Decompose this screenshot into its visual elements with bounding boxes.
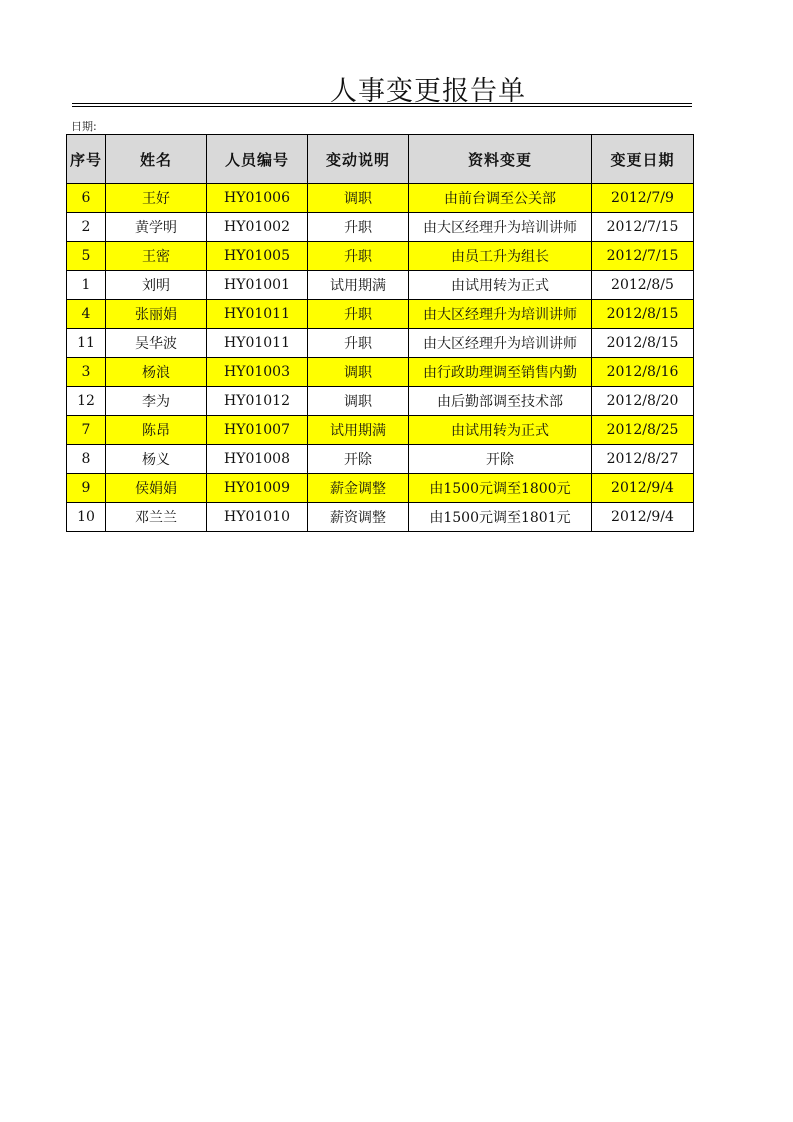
title-block (72, 72, 692, 108)
cell-name: 杨浪 (106, 358, 207, 387)
cell-date: 2012/9/4 (592, 503, 694, 532)
page-title: 人事变更报告单 (330, 76, 526, 107)
cell-date: 2012/8/15 (592, 329, 694, 358)
cell-change: 由大区经理升为培训讲师 (409, 300, 592, 329)
cell-date: 2012/8/27 (592, 445, 694, 474)
table-row (67, 416, 694, 445)
cell-name: 侯娟娟 (106, 474, 207, 503)
cell-seq: 10 (67, 503, 106, 532)
table-row (67, 184, 694, 213)
cell-id: HY01008 (207, 445, 308, 474)
cell-id: HY01007 (207, 416, 308, 445)
cell-change: 由大区经理升为培训讲师 (409, 213, 592, 242)
cell-type: 薪金调整 (308, 474, 409, 503)
cell-type: 升职 (308, 329, 409, 358)
cell-id: HY01011 (207, 329, 308, 358)
cell-type: 薪资调整 (308, 503, 409, 532)
cell-change: 由前台调至公关部 (409, 184, 592, 213)
cell-date: 2012/8/25 (592, 416, 694, 445)
cell-change: 由1500元调至1801元 (409, 503, 592, 532)
cell-date: 2012/8/16 (592, 358, 694, 387)
cell-name: 杨义 (106, 445, 207, 474)
table-row (67, 329, 694, 358)
cell-change: 由1500元调至1800元 (409, 474, 592, 503)
cell-id: HY01010 (207, 503, 308, 532)
cell-type: 调职 (308, 184, 409, 213)
cell-type: 升职 (308, 300, 409, 329)
table-row (67, 387, 694, 416)
header-date: 变更日期 (592, 135, 694, 184)
cell-seq: 2 (67, 213, 106, 242)
cell-seq: 12 (67, 387, 106, 416)
cell-seq: 9 (67, 474, 106, 503)
cell-seq: 5 (67, 242, 106, 271)
cell-name: 吴华波 (106, 329, 207, 358)
cell-date: 2012/8/20 (592, 387, 694, 416)
cell-id: HY01003 (207, 358, 308, 387)
cell-change: 由后勤部调至技术部 (409, 387, 592, 416)
cell-seq: 6 (67, 184, 106, 213)
cell-seq: 1 (67, 271, 106, 300)
cell-date: 2012/7/15 (592, 213, 694, 242)
cell-change: 由行政助理调至销售内勤 (409, 358, 592, 387)
table-body (67, 184, 694, 532)
cell-date: 2012/7/15 (592, 242, 694, 271)
table-row (67, 445, 694, 474)
cell-change: 由大区经理升为培训讲师 (409, 329, 592, 358)
cell-name: 邓兰兰 (106, 503, 207, 532)
table-row (67, 358, 694, 387)
cell-date: 2012/8/5 (592, 271, 694, 300)
table-row (67, 213, 694, 242)
header-name: 姓名 (106, 135, 207, 184)
table-row (67, 503, 694, 532)
cell-id: HY01009 (207, 474, 308, 503)
table-row (67, 474, 694, 503)
cell-id: HY01001 (207, 271, 308, 300)
cell-seq: 3 (67, 358, 106, 387)
cell-date: 2012/8/15 (592, 300, 694, 329)
cell-type: 试用期满 (308, 416, 409, 445)
cell-id: HY01012 (207, 387, 308, 416)
header-type: 变动说明 (308, 135, 409, 184)
table-header-row (67, 135, 694, 184)
cell-type: 开除 (308, 445, 409, 474)
cell-date: 2012/7/9 (592, 184, 694, 213)
cell-name: 刘明 (106, 271, 207, 300)
cell-id: HY01005 (207, 242, 308, 271)
cell-seq: 7 (67, 416, 106, 445)
cell-name: 黄学明 (106, 213, 207, 242)
cell-date: 2012/9/4 (592, 474, 694, 503)
cell-type: 调职 (308, 387, 409, 416)
date-label: 日期: (71, 120, 97, 133)
cell-name: 王好 (106, 184, 207, 213)
title-underline-top (72, 103, 692, 104)
header-id: 人员编号 (207, 135, 308, 184)
cell-type: 试用期满 (308, 271, 409, 300)
header-change: 资料变更 (409, 135, 592, 184)
cell-name: 李为 (106, 387, 207, 416)
cell-seq: 11 (67, 329, 106, 358)
cell-id: HY01011 (207, 300, 308, 329)
table-row (67, 271, 694, 300)
cell-change: 开除 (409, 445, 592, 474)
cell-change: 由试用转为正式 (409, 271, 592, 300)
cell-seq: 8 (67, 445, 106, 474)
personnel-change-table (66, 134, 694, 532)
cell-name: 张丽娟 (106, 300, 207, 329)
cell-type: 调职 (308, 358, 409, 387)
cell-type: 升职 (308, 242, 409, 271)
cell-name: 陈昂 (106, 416, 207, 445)
cell-id: HY01006 (207, 184, 308, 213)
cell-change: 由员工升为组长 (409, 242, 592, 271)
cell-type: 升职 (308, 213, 409, 242)
cell-change: 由试用转为正式 (409, 416, 592, 445)
cell-seq: 4 (67, 300, 106, 329)
title-underline-bottom (72, 106, 692, 107)
header-seq: 序号 (67, 135, 106, 184)
table-row (67, 300, 694, 329)
cell-id: HY01002 (207, 213, 308, 242)
cell-name: 王密 (106, 242, 207, 271)
table-row (67, 242, 694, 271)
